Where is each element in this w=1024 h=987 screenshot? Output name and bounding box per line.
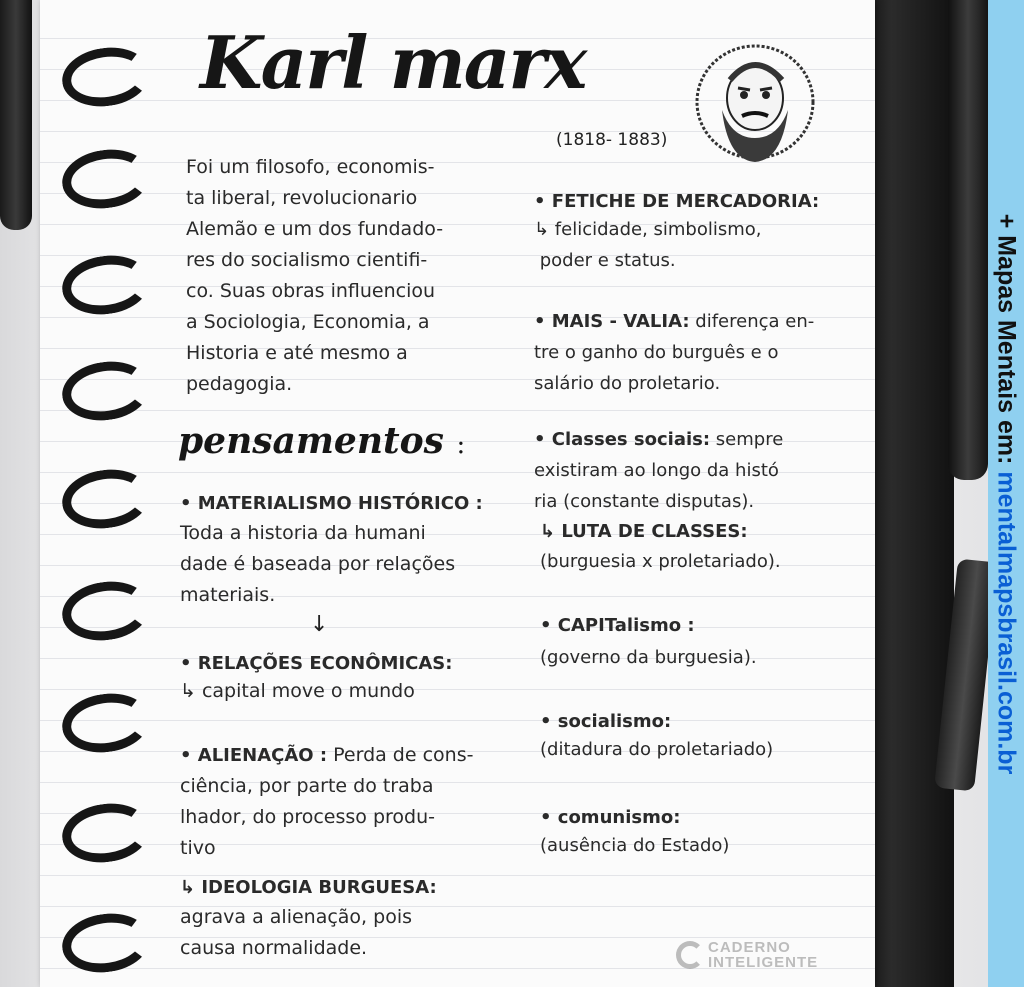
materialismo-text: Toda a historia da humani dade é baseada por relações materiais. bbox=[180, 522, 456, 606]
promo-prefix: + Mapas Mentais em: bbox=[992, 213, 1021, 472]
luta-heading: ↳ LUTA DE CLASSES: bbox=[540, 521, 748, 542]
logo-line1: CADERNO bbox=[708, 939, 791, 956]
classes-text: sempre existiram ao longo da histó ria (constante disputas). bbox=[534, 429, 784, 512]
section-title-text: pensamentos bbox=[178, 420, 444, 462]
relacoes-text: ↳ capital move o mundo bbox=[180, 680, 415, 702]
logo-c-icon bbox=[676, 941, 704, 969]
alienacao-heading: • ALIENAÇÃO : bbox=[180, 745, 328, 766]
intro-text: Foi um filosofo, economis- ta liberal, revolucionario Alemão e um dos fundado- res do socialismo cientifi- co. Suas obras influenciou a Sociologia, Economia, a Historia e até mesmo a pedagogia. bbox=[186, 156, 444, 395]
promo-url-link[interactable]: mentalmapsbrasil.com.br bbox=[992, 471, 1021, 775]
socialismo-heading: • socialismo: bbox=[540, 711, 672, 732]
logo-line2: INTELIGENTE bbox=[708, 954, 819, 971]
caderno-inteligente-logo bbox=[676, 940, 818, 970]
mais-valia-text: diferença en- tre o ganho do burguês e o salário do proletario. bbox=[534, 311, 815, 394]
comunismo-text: (ausência do Estado) bbox=[540, 835, 730, 856]
ideologia-heading: ↳ IDEOLOGIA BURGUESA: bbox=[180, 877, 437, 898]
alienacao-block bbox=[180, 740, 473, 864]
fetiche-heading: • FETICHE DE MERCADORIA: bbox=[534, 191, 820, 212]
fetiche-text: ↳ felicidade, simbolismo, poder e status. bbox=[534, 219, 762, 271]
marx-portrait-illustration bbox=[690, 40, 820, 165]
alienacao-text: Perda de cons- ciência, por parte do traba lhador, do processo produ- tivo bbox=[180, 744, 474, 859]
comunismo-heading: • comunismo: bbox=[540, 807, 681, 828]
page-title: Karl marx bbox=[200, 20, 586, 105]
luta-text: (burguesia x proletariado). bbox=[540, 551, 781, 572]
mais-valia-block bbox=[534, 306, 814, 399]
logo-text bbox=[708, 940, 818, 970]
classes-heading: • Classes sociais: bbox=[534, 429, 711, 450]
socialismo-text: (ditadura do proletariado) bbox=[540, 739, 774, 760]
pen-right bbox=[948, 0, 988, 480]
capitalismo-heading: • CAPITalismo : bbox=[540, 615, 695, 636]
relacoes-heading: • RELAÇÕES ECONÔMICAS: bbox=[180, 653, 453, 674]
capitalismo-text: (governo da burguesia). bbox=[540, 647, 757, 668]
life-years: (1818- 1883) bbox=[556, 130, 668, 150]
section-title bbox=[178, 420, 465, 462]
ideologia-text: agrava a alienação, pois causa normalidade. bbox=[180, 906, 412, 959]
promo-text bbox=[992, 214, 1021, 775]
section-title-colon: : bbox=[456, 430, 466, 460]
classes-block bbox=[534, 424, 783, 517]
pen-left bbox=[0, 0, 32, 230]
mais-valia-heading: • MAIS - VALIA: bbox=[534, 311, 690, 332]
down-arrow-icon: ↓ bbox=[310, 612, 329, 637]
materialismo-heading: • MATERIALISMO HISTÓRICO : bbox=[180, 493, 483, 514]
